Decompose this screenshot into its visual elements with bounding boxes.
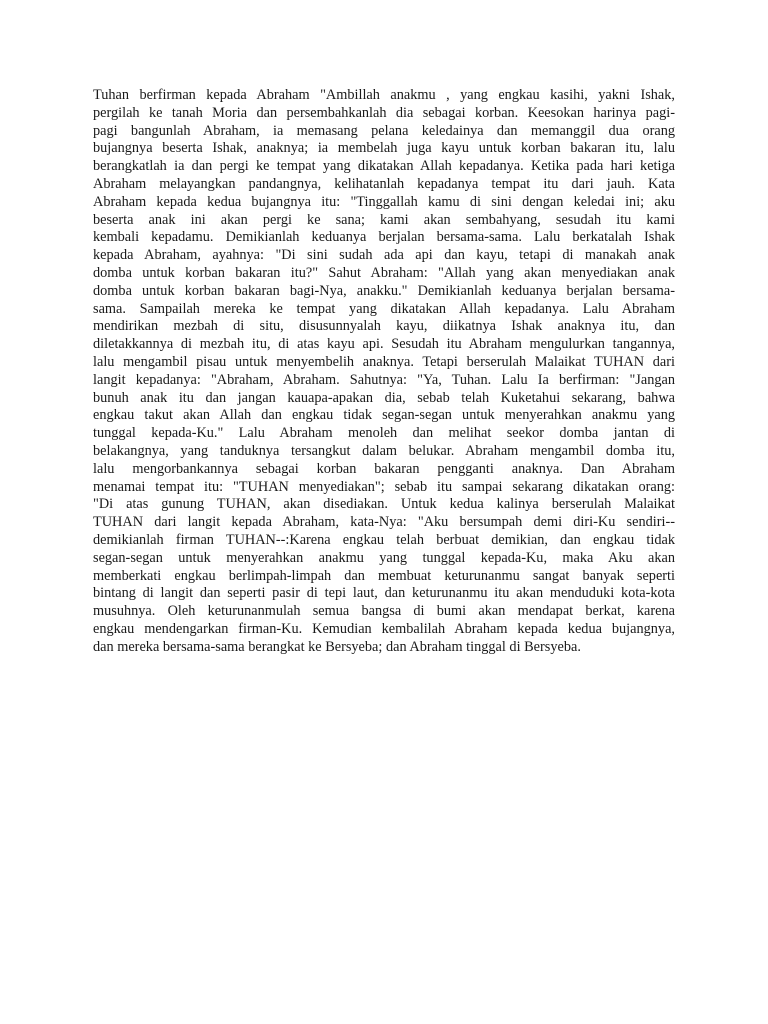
text-line: langit kepadanya: "Abraham, Abraham. Sahutnya: "Ya, Tuhan. Lalu Ia berfirman: "Jangan bbox=[93, 371, 675, 388]
text-line: tunggal kepada-Ku." Lalu Abraham menoleh dan melihat seekor domba jantan di bbox=[93, 425, 675, 442]
text-line: Abraham kepada kedua bujangnya itu: "Tinggallah kamu di sini dengan keledai ini; aku bbox=[93, 193, 675, 210]
text-line: berangkatlah ia dan pergi ke tempat yang dikatakan Allah kepadanya. Ketika pada hari ketiga bbox=[93, 158, 675, 175]
text-line: dan mereka bersama-sama berangkat ke Bersyeba; dan Abraham tinggal di Bersyeba. bbox=[93, 638, 581, 655]
text-line: pagi bangunlah Abraham, ia memasang pelana keledainya dan memanggil dua orang bbox=[93, 122, 675, 139]
text-line: lalu mengambil pisau untuk menyembelih anaknya. Tetapi berserulah Malaikat TUHAN dari bbox=[93, 353, 675, 370]
text-line: pergilah ke tanah Moria dan persembahkanlah dia sebagai korban. Keesokan harinya pagi- bbox=[93, 104, 675, 121]
text-line: bintang di langit dan seperti pasir di tepi laut, dan keturunanmu itu akan menduduki kota-kota bbox=[93, 585, 675, 602]
text-line: memberkati engkau berlimpah-limpah dan membuat keturunanmu sangat banyak seperti bbox=[93, 567, 675, 584]
text-line: kembali kepadamu. Demikianlah keduanya berjalan bersama-sama. Lalu berkatalah Ishak bbox=[93, 229, 675, 246]
text-line: menamai tempat itu: "TUHAN menyediakan"; sebab itu sampai sekarang dikatakan orang: bbox=[93, 478, 675, 495]
text-line: diletakkannya di mezbah itu, di atas kayu api. Sesudah itu Abraham mengulurkan tangannya, bbox=[93, 336, 675, 353]
text-line: bujangnya beserta Ishak, anaknya; ia membelah juga kayu untuk korban bakaran itu, lalu bbox=[93, 140, 675, 157]
text-line: Abraham melayangkan pandangnya, kelihatanlah kepadanya tempat itu dari jauh. Kata bbox=[93, 175, 675, 192]
text-line: sama. Sampailah mereka ke tempat yang dikatakan Allah kepadanya. Lalu Abraham bbox=[93, 300, 675, 317]
text-line: lalu mengorbankannya sebagai korban bakaran pengganti anaknya. Dan Abraham bbox=[93, 460, 675, 477]
text-line: mendirikan mezbah di situ, disusunnyalah kayu, diikatnya Ishak anaknya itu, dan bbox=[93, 318, 675, 335]
text-line: domba untuk korban bakaran bagi-Nya, anakku." Demikianlah keduanya berjalan bersama- bbox=[93, 282, 675, 299]
text-line: kepada Abraham, ayahnya: "Di sini sudah ada api dan kayu, tetapi di manakah anak bbox=[93, 247, 675, 264]
text-line: segan-segan untuk menyerahkan anakmu yang tunggal kepada-Ku, maka Aku akan bbox=[93, 549, 675, 566]
text-line: demikianlah firman TUHAN--:Karena engkau telah berbuat demikian, dan engkau tidak bbox=[93, 531, 675, 548]
text-line: musuhnya. Oleh keturunanmulah semua bangsa di bumi akan mendapat berkat, karena bbox=[93, 603, 675, 620]
text-line: "Di atas gunung TUHAN, akan disediakan. Untuk kedua kalinya berserulah Malaikat bbox=[93, 496, 675, 513]
text-line: belakangnya, yang tanduknya tersangkut dalam belukar. Abraham mengambil domba itu, bbox=[93, 442, 675, 459]
text-line: domba untuk korban bakaran itu?" Sahut Abraham: "Allah yang akan menyediakan anak bbox=[93, 264, 675, 281]
text-line: engkau takut akan Allah dan engkau tidak segan-segan untuk menyerahkan anakmu yang bbox=[93, 407, 675, 424]
text-line: Tuhan berfirman kepada Abraham "Ambillah anakmu , yang engkau kasihi, yakni Ishak, bbox=[93, 87, 675, 103]
text-line: bunuh anak itu dan jangan kauapa-apakan dia, sebab telah Kuketahui sekarang, bahwa bbox=[93, 389, 675, 406]
text-line: engkau mendengarkan firman-Ku. Kemudian kembalilah Abraham kepada kedua bujangnya, bbox=[93, 620, 675, 637]
text-line: beserta anak ini akan pergi ke sana; kami akan sembahyang, sesudah itu kami bbox=[93, 211, 675, 228]
text-line: TUHAN dari langit kepada Abraham, kata-Nya: "Aku bersumpah demi diri-Ku sendiri-- bbox=[93, 514, 675, 531]
body-paragraph bbox=[93, 87, 675, 657]
